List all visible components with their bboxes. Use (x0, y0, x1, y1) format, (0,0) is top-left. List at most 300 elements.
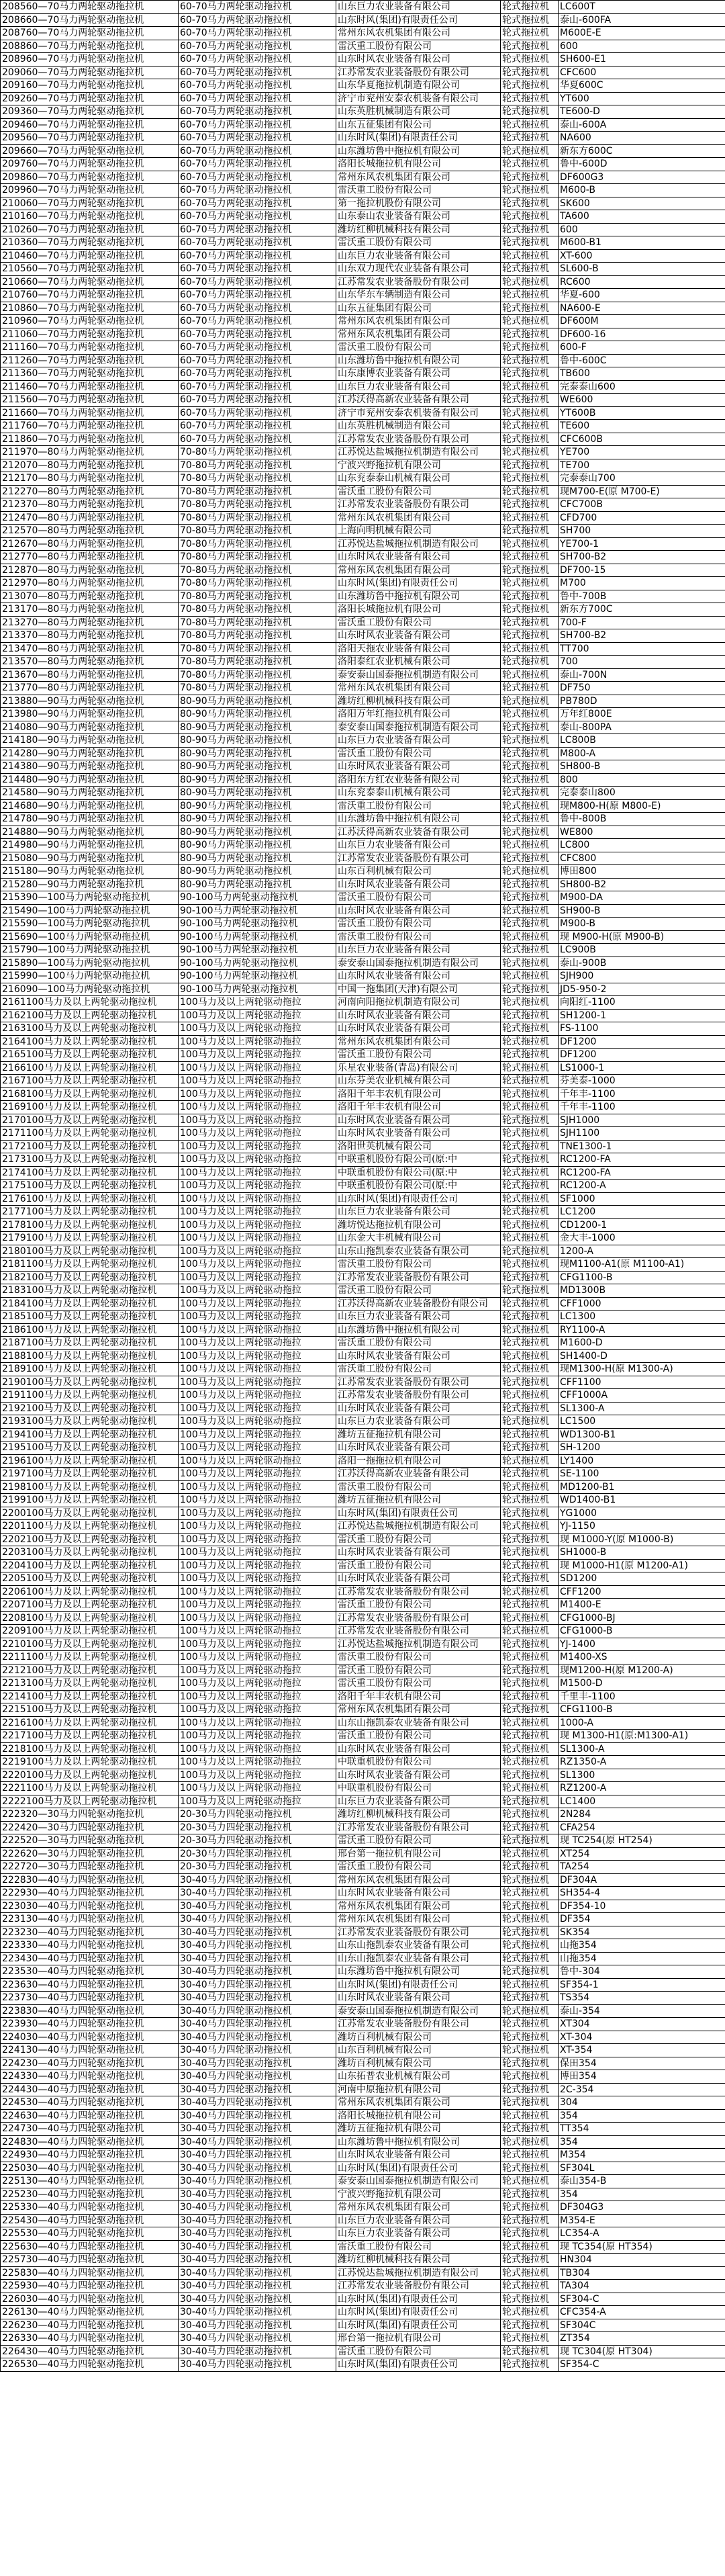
row-model: YJ-1400 (559, 1638, 725, 1651)
row-category-label: 100马力及以上两轮驱动拖拉机 (26, 1285, 157, 1296)
row-model: 354 (559, 2135, 725, 2149)
row-category-label: 60—70马力两轮驱动拖拉机 (26, 197, 144, 209)
row-type: 轮式拖拉机 (501, 406, 559, 420)
row-manufacturer: 山东康博农业装备有限公司 (336, 367, 501, 381)
row-model: LC1200 (559, 1206, 725, 1219)
row-subcategory: 60-70马力两轮驱动拖拉机 (179, 275, 336, 289)
row-subcategory: 100马力及以上两轮驱动拖拉 (179, 1625, 336, 1638)
row-type: 轮式拖拉机 (501, 367, 559, 381)
row-type: 轮式拖拉机 (501, 525, 559, 538)
table-row (1, 289, 725, 302)
row-manufacturer: 山东时风(集团)有限责任公司 (336, 577, 501, 590)
row-category (1, 1035, 179, 1049)
row-manufacturer: 洛阳千年丰农机有限公司 (336, 1087, 501, 1101)
row-category-label: 60—70马力两轮驱动拖拉机 (26, 381, 144, 392)
row-model: CFG1000-B (559, 1625, 725, 1638)
row-model: LS1000-1 (559, 1061, 725, 1075)
row-category (1, 1087, 179, 1101)
row-type: 轮式拖拉机 (501, 1638, 559, 1651)
row-manufacturer: 雷沃重工股份有限公司 (336, 2240, 501, 2254)
row-manufacturer: 江苏沃得高新农业装备股份有限公司 (336, 1297, 501, 1311)
table-row (1, 1742, 725, 1756)
row-model: SH800-B (559, 760, 725, 774)
table-row (1, 354, 725, 367)
row-category (1, 2162, 179, 2175)
row-model: 2N284 (559, 1808, 725, 1822)
table-row (1, 1049, 725, 1062)
row-manufacturer: 常州东风农机集团有限公司 (336, 682, 501, 695)
row-number: 2127 (2, 551, 26, 562)
row-category-label: 100马力及以上两轮驱动拖拉机 (26, 1193, 157, 1204)
row-model: FS-1100 (559, 1022, 725, 1036)
row-subcategory: 60-70马力两轮驱动拖拉机 (179, 433, 336, 446)
row-subcategory: 100马力及以上两轮驱动拖拉 (179, 1349, 336, 1363)
row-model: 芬美泰-1000 (559, 1075, 725, 1088)
row-type: 轮式拖拉机 (501, 236, 559, 250)
row-category (1, 1049, 179, 1062)
row-category-label: 100马力及以上两轮驱动拖拉机 (26, 1521, 157, 1531)
row-manufacturer: 潍坊百利机械有限公司 (336, 2057, 501, 2070)
row-number: 2187 (2, 1337, 26, 1348)
row-type: 轮式拖拉机 (501, 799, 559, 813)
row-category (1, 813, 179, 826)
row-number: 2158 (2, 957, 26, 969)
row-type: 轮式拖拉机 (501, 1978, 559, 1992)
row-category-label: 90—100马力两轮驱动拖拉机 (26, 944, 150, 955)
row-category (1, 263, 179, 276)
row-category (1, 904, 179, 918)
row-subcategory: 70-80马力两轮驱动拖拉机 (179, 459, 336, 472)
row-category (1, 118, 179, 132)
row-manufacturer: 洛阳万年红拖拉机有限公司 (336, 708, 501, 721)
row-category-label: 90—100马力两轮驱动拖拉机 (26, 957, 150, 969)
row-category-label: 60—70马力两轮驱动拖拉机 (26, 66, 144, 78)
row-category-label: 60—70马力两轮驱动拖拉机 (26, 302, 144, 314)
row-category-label: 60—70马力两轮驱动拖拉机 (26, 224, 144, 235)
row-category (1, 603, 179, 617)
table-row (1, 2057, 725, 2070)
row-manufacturer: 山东潍坊鲁中拖拉机有限公司 (336, 813, 501, 826)
row-number: 2134 (2, 643, 26, 654)
row-manufacturer: 山东潍坊鲁中拖拉机有限公司 (336, 590, 501, 603)
row-type: 轮式拖拉机 (501, 1389, 559, 1403)
row-type: 轮式拖拉机 (501, 2083, 559, 2096)
row-model: DF1200 (559, 1035, 725, 1049)
row-number: 2085 (2, 1, 26, 12)
row-manufacturer: 山东时风农业装备有限公司 (336, 1127, 501, 1141)
row-subcategory: 60-70马力两轮驱动拖拉机 (179, 354, 336, 367)
row-type: 轮式拖拉机 (501, 1323, 559, 1337)
row-model: 现M1100-A1(原 M1100-A1) (559, 1258, 725, 1272)
row-manufacturer: 雷沃重工股份有限公司 (336, 236, 501, 250)
row-category (1, 1140, 179, 1153)
table-row (1, 642, 725, 656)
row-manufacturer: 常州东风农机集团有限公司 (336, 1703, 501, 1717)
table-row (1, 1009, 725, 1022)
table-row (1, 1140, 725, 1153)
row-type: 轮式拖拉机 (501, 1428, 559, 1441)
row-type: 轮式拖拉机 (501, 983, 559, 996)
row-type: 轮式拖拉机 (501, 1861, 559, 1874)
table-row (1, 144, 725, 158)
row-subcategory: 80-90马力两轮驱动拖拉机 (179, 826, 336, 839)
row-subcategory: 30-40马力四轮驱动拖拉机 (179, 2254, 336, 2267)
row-number: 2242 (2, 2057, 26, 2069)
row-number: 2249 (2, 2149, 26, 2160)
row-manufacturer: 山东山拖凯泰农业装备有限公司 (336, 1245, 501, 1258)
table-row (1, 734, 725, 748)
row-manufacturer: 雷沃重工股份有限公司 (336, 1258, 501, 1272)
row-type: 轮式拖拉机 (501, 1480, 559, 1494)
row-manufacturer: 山东时风农业装备有限公司 (336, 1992, 501, 2005)
row-subcategory: 100马力及以上两轮驱动拖拉 (179, 1559, 336, 1572)
row-type: 轮式拖拉机 (501, 1546, 559, 1560)
row-subcategory: 30-40马力四轮驱动拖拉机 (179, 2031, 336, 2044)
row-subcategory: 60-70马力两轮驱动拖拉机 (179, 27, 336, 40)
row-number: 2091 (2, 80, 26, 91)
row-category (1, 1284, 179, 1298)
row-model: 泰山-600FA (559, 13, 725, 27)
row-category (1, 406, 179, 420)
row-category-label: 30—40马力四轮驱动拖拉机 (26, 2176, 144, 2186)
row-type: 轮式拖拉机 (501, 616, 559, 629)
row-category (1, 380, 179, 394)
row-type: 轮式拖拉机 (501, 2306, 559, 2319)
row-type: 轮式拖拉机 (501, 734, 559, 748)
row-number: 2199 (2, 1495, 26, 1505)
table-row (1, 1599, 725, 1612)
row-manufacturer: 山东时风(集团)有限责任公司 (336, 132, 501, 145)
row-manufacturer: 山东巨力农业装备有限公司 (336, 1, 501, 14)
table-row (1, 1756, 725, 1769)
row-category (1, 92, 179, 105)
row-category-label: 80—90马力两轮驱动拖拉机 (26, 826, 144, 838)
row-model: SH600-E1 (559, 53, 725, 66)
row-type: 轮式拖拉机 (501, 1061, 559, 1075)
table-row (1, 695, 725, 708)
row-model: RZ1350-A (559, 1756, 725, 1769)
row-category (1, 1389, 179, 1403)
table-row (1, 1703, 725, 1717)
row-category (1, 1782, 179, 1795)
row-manufacturer: 山东百利机械有限公司 (336, 865, 501, 879)
row-category (1, 485, 179, 498)
row-manufacturer: 洛阳千年丰农机有限公司 (336, 1690, 501, 1703)
row-subcategory: 80-90马力两轮驱动拖拉机 (179, 839, 336, 852)
row-category (1, 1206, 179, 1219)
row-number: 2179 (2, 1233, 26, 1243)
row-manufacturer: 江苏常发农业装备股份有限公司 (336, 1611, 501, 1625)
row-category-label: 100马力及以上两轮驱动拖拉机 (26, 1023, 157, 1034)
table-row (1, 1180, 725, 1193)
row-model: XT-354 (559, 2044, 725, 2057)
row-subcategory: 60-70马力两轮驱动拖拉机 (179, 210, 336, 224)
row-model: DF304G3 (559, 2201, 725, 2215)
row-category-label: 20—30马力四轮驱动拖拉机 (26, 1861, 144, 1872)
row-model: SH1400-D (559, 1349, 725, 1363)
row-model: YE700-1 (559, 537, 725, 551)
row-number: 2262 (2, 2319, 26, 2331)
row-model: WE600 (559, 394, 725, 407)
row-manufacturer: 雷沃重工股份有限公司 (336, 918, 501, 931)
table-row (1, 2332, 725, 2346)
row-number: 2112 (2, 355, 26, 366)
row-model: TB304 (559, 2266, 725, 2280)
row-type: 轮式拖拉机 (501, 1873, 559, 1887)
row-type: 轮式拖拉机 (501, 1245, 559, 1258)
row-type: 轮式拖拉机 (501, 1730, 559, 1743)
row-category-label: 100马力及以上两轮驱动拖拉机 (26, 1180, 157, 1191)
row-category (1, 433, 179, 446)
row-type: 轮式拖拉机 (501, 1192, 559, 1206)
row-category (1, 1690, 179, 1703)
row-number: 2167 (2, 1075, 26, 1086)
row-subcategory: 30-40马力四轮驱动拖拉机 (179, 2345, 336, 2358)
row-category-label: 30—40马力四轮驱动拖拉机 (26, 2162, 144, 2174)
row-subcategory: 80-90马力两轮驱动拖拉机 (179, 799, 336, 813)
row-category-label: 100马力及以上两轮驱动拖拉机 (26, 1062, 157, 1073)
row-category-label: 100马力及以上两轮驱动拖拉机 (26, 1507, 157, 1519)
row-category (1, 1599, 179, 1612)
row-category (1, 839, 179, 852)
row-category-label: 30—40马力四轮驱动拖拉机 (26, 1900, 144, 1912)
table-row (1, 721, 725, 734)
row-subcategory: 100马力及以上两轮驱动拖拉 (179, 1415, 336, 1429)
row-model: CFC700B (559, 498, 725, 512)
row-category-label: 90—100马力两轮驱动拖拉机 (26, 918, 150, 929)
row-category-label: 100马力及以上两轮驱动拖拉机 (26, 1403, 157, 1414)
row-type: 轮式拖拉机 (501, 891, 559, 905)
row-type: 轮式拖拉机 (501, 1913, 559, 1926)
row-category-label: 100马力及以上两轮驱动拖拉机 (26, 1626, 157, 1636)
row-number: 2095 (2, 132, 26, 143)
row-model: JD5-950-2 (559, 983, 725, 996)
row-category-label: 30—40马力四轮驱动拖拉机 (26, 1966, 144, 1977)
row-subcategory: 30-40马力四轮驱动拖拉机 (179, 2332, 336, 2346)
table-row (1, 53, 725, 66)
row-manufacturer: 山东时风农业装备有限公司 (336, 970, 501, 983)
row-model: SL1300-A (559, 1742, 725, 1756)
row-model: LC800 (559, 839, 725, 852)
row-type: 轮式拖拉机 (501, 2057, 559, 2070)
row-subcategory: 100马力及以上两轮驱动拖拉 (179, 1192, 336, 1206)
row-model: CFD700 (559, 511, 725, 525)
row-number: 2216 (2, 1717, 26, 1728)
row-category-label: 100马力及以上两轮驱动拖拉机 (26, 1154, 157, 1165)
row-subcategory: 80-90马力两轮驱动拖拉机 (179, 852, 336, 865)
row-category (1, 1730, 179, 1743)
row-number: 2093 (2, 106, 26, 117)
row-number: 2170 (2, 1114, 26, 1126)
table-row (1, 1415, 725, 1429)
row-category-label: 100马力及以上两轮驱动拖拉机 (26, 1560, 157, 1571)
row-manufacturer: 山东巨力农业装备有限公司 (336, 249, 501, 263)
row-category (1, 525, 179, 538)
table-row (1, 1873, 725, 1887)
row-number: 2186 (2, 1324, 26, 1335)
row-manufacturer: 山东五征集团有限公司 (336, 302, 501, 315)
row-subcategory: 30-40马力四轮驱动拖拉机 (179, 2201, 336, 2215)
row-category-label: 30—40马力四轮驱动拖拉机 (26, 2202, 144, 2213)
table-row (1, 1611, 725, 1625)
row-subcategory: 100马力及以上两轮驱动拖拉 (179, 1585, 336, 1599)
row-category (1, 1769, 179, 1782)
row-type: 轮式拖拉机 (501, 1507, 559, 1520)
row-category-label: 30—40马力四轮驱动拖拉机 (26, 1926, 144, 1938)
row-category (1, 930, 179, 944)
row-manufacturer: 中联重机股份有限公司 (336, 1782, 501, 1795)
row-subcategory: 30-40马力四轮驱动拖拉机 (179, 2319, 336, 2332)
row-type: 轮式拖拉机 (501, 708, 559, 721)
row-type: 轮式拖拉机 (501, 249, 559, 263)
row-category (1, 2280, 179, 2293)
row-number: 2243 (2, 2071, 26, 2082)
row-subcategory: 30-40马力四轮驱动拖拉机 (179, 2123, 336, 2136)
row-type: 轮式拖拉机 (501, 2254, 559, 2267)
table-row (1, 1834, 725, 1848)
row-type: 轮式拖拉机 (501, 904, 559, 918)
row-category-label: 100马力及以上两轮驱动拖拉机 (26, 1468, 157, 1479)
row-category-label: 70—80马力两轮驱动拖拉机 (26, 682, 144, 693)
row-model: SL1300 (559, 1769, 725, 1782)
row-subcategory: 80-90马力两轮驱动拖拉机 (179, 773, 336, 787)
row-category (1, 1166, 179, 1180)
row-number: 2182 (2, 1272, 26, 1283)
row-category-label: 80—90马力两轮驱动拖拉机 (26, 800, 144, 811)
row-category (1, 13, 179, 27)
row-category-label: 100马力及以上两轮驱动拖拉机 (26, 1088, 157, 1100)
row-manufacturer: 雷沃重工股份有限公司 (336, 1651, 501, 1664)
row-model: CFC354-A (559, 2306, 725, 2319)
row-model: YT600 (559, 92, 725, 105)
table-row (1, 184, 725, 197)
row-manufacturer: 河南中原拖拉机有限公司 (336, 2083, 501, 2096)
row-model: YT600B (559, 406, 725, 420)
row-category (1, 275, 179, 289)
row-number: 2205 (2, 1573, 26, 1584)
row-number: 2097 (2, 159, 26, 169)
table-row (1, 813, 725, 826)
row-manufacturer: 泰安泰山国泰拖拉机制造有限公司 (336, 721, 501, 734)
row-manufacturer: 江苏常发农业装备股份有限公司 (336, 66, 501, 79)
row-manufacturer: 山东潍坊鲁中拖拉机有限公司 (336, 2135, 501, 2149)
row-category-label: 100马力及以上两轮驱动拖拉机 (26, 1075, 157, 1086)
row-number: 2213 (2, 1678, 26, 1689)
row-number: 2221 (2, 1783, 26, 1793)
row-manufacturer: 洛阳一拖拖拉机有限公司 (336, 1454, 501, 1468)
row-number: 2106 (2, 276, 26, 287)
row-number: 2140 (2, 721, 26, 733)
row-manufacturer: 宁波兴野拖拉机有限公司 (336, 2188, 501, 2201)
row-manufacturer: 山东时风(集团)有限责任公司 (336, 2162, 501, 2175)
row-category-label: 60—70马力两轮驱动拖拉机 (26, 276, 144, 287)
row-model: TS354 (559, 1992, 725, 2005)
table-row (1, 1978, 725, 1992)
row-manufacturer: 潍坊五征拖拉机有限公司 (336, 1494, 501, 1507)
row-category-label: 60—70马力两轮驱动拖拉机 (26, 407, 144, 418)
row-subcategory: 100马力及以上两轮驱动拖拉 (179, 1664, 336, 1677)
row-manufacturer: 山东时风农业装备有限公司 (336, 760, 501, 774)
table-row (1, 996, 725, 1010)
row-category (1, 1271, 179, 1284)
row-model: 向阳红-1100 (559, 996, 725, 1010)
row-manufacturer: 山东华东车辆制造有限公司 (336, 289, 501, 302)
row-subcategory: 80-90马力两轮驱动拖拉机 (179, 878, 336, 891)
row-number: 2193 (2, 1416, 26, 1427)
row-category-label: 70—80马力两轮驱动拖拉机 (26, 551, 144, 562)
row-category-label: 60—70马力两轮驱动拖拉机 (26, 106, 144, 117)
row-type: 轮式拖拉机 (501, 275, 559, 289)
table-row (1, 1992, 725, 2005)
row-manufacturer: 江苏常发农业装备股份有限公司 (336, 275, 501, 289)
row-category (1, 2293, 179, 2306)
row-subcategory: 60-70马力两轮驱动拖拉机 (179, 53, 336, 66)
table-row (1, 2345, 725, 2358)
row-category (1, 1664, 179, 1677)
row-number: 2165 (2, 1049, 26, 1060)
table-row (1, 210, 725, 224)
row-category-label: 30—40马力四轮驱动拖拉机 (26, 2005, 144, 2016)
row-category-label: 100马力及以上两轮驱动拖拉机 (26, 1691, 157, 1702)
row-type: 轮式拖拉机 (501, 2135, 559, 2149)
row-manufacturer: 常州东风农机集团有限公司 (336, 511, 501, 525)
row-subcategory: 80-90马力两轮驱动拖拉机 (179, 721, 336, 734)
row-subcategory: 60-70马力两轮驱动拖拉机 (179, 341, 336, 355)
row-type: 轮式拖拉机 (501, 957, 559, 970)
row-manufacturer: 潍坊五征拖拉机有限公司 (336, 2123, 501, 2136)
row-category (1, 1873, 179, 1887)
row-model: 泰山354-B (559, 2175, 725, 2188)
row-type: 轮式拖拉机 (501, 551, 559, 564)
row-subcategory: 100马力及以上两轮驱动拖拉 (179, 1402, 336, 1415)
row-number: 2211 (2, 1652, 26, 1662)
row-subcategory: 100马力及以上两轮驱动拖拉 (179, 1166, 336, 1180)
row-category-label: 70—80马力两轮驱动拖拉机 (26, 447, 144, 457)
row-subcategory: 100马力及以上两轮驱动拖拉 (179, 1180, 336, 1193)
row-type: 轮式拖拉机 (501, 1952, 559, 1965)
row-subcategory: 70-80马力两轮驱动拖拉机 (179, 577, 336, 590)
row-manufacturer: 江苏悦达盐城拖拉机制造有限公司 (336, 2266, 501, 2280)
row-manufacturer: 山东兖泰泰山机械有限公司 (336, 787, 501, 800)
row-category-label: 100马力及以上两轮驱动拖拉机 (26, 1638, 157, 1650)
table-row (1, 2109, 725, 2123)
row-category-label: 70—80马力两轮驱动拖拉机 (26, 564, 144, 576)
row-type: 轮式拖拉机 (501, 1821, 559, 1834)
row-model: 新东方700C (559, 603, 725, 617)
row-model: 304 (559, 2096, 725, 2110)
row-subcategory: 20-30马力四轮驱动拖拉机 (179, 1847, 336, 1861)
row-model: CFG1100-B (559, 1703, 725, 1717)
row-type: 轮式拖拉机 (501, 2345, 559, 2358)
row-category-label: 100马力及以上两轮驱动拖拉机 (26, 1167, 157, 1178)
row-manufacturer: 山东时风农业装备有限公司 (336, 1572, 501, 1586)
table-row (1, 577, 725, 590)
row-subcategory: 100马力及以上两轮驱动拖拉 (179, 1533, 336, 1546)
row-number: 2253 (2, 2202, 26, 2213)
row-model: 现M1300-H(原 M1300-A) (559, 1363, 725, 1376)
row-category (1, 1533, 179, 1546)
row-number: 2099 (2, 185, 26, 195)
row-number: 2117 (2, 420, 26, 431)
row-category-label: 100马力及以上两轮驱动拖拉机 (26, 1704, 157, 1715)
row-category-label: 20—30马力四轮驱动拖拉机 (26, 1848, 144, 1859)
row-category-label: 100马力及以上两轮驱动拖拉机 (26, 1586, 157, 1597)
row-category (1, 1022, 179, 1036)
row-manufacturer: 第一拖拉机股份有限公司 (336, 197, 501, 210)
row-category-label: 60—70马力两轮驱动拖拉机 (26, 28, 144, 38)
row-model: SJH900 (559, 970, 725, 983)
row-manufacturer: 常州东风农机集团有限公司 (336, 171, 501, 184)
